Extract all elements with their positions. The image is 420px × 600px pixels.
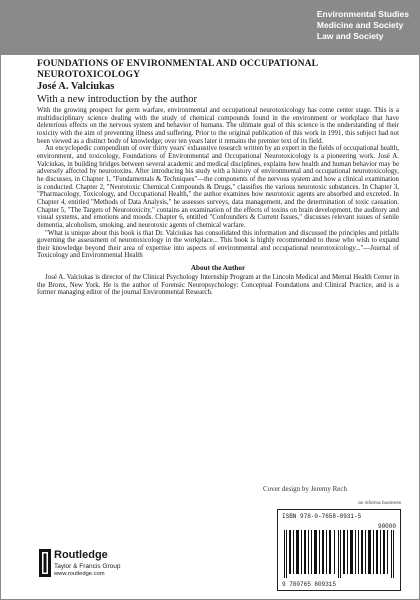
description-block — [37, 58, 399, 297]
cover-design-credit: Cover design by Jeremy Rech — [263, 485, 347, 493]
publisher-name: Routledge — [54, 549, 108, 561]
author-name: José A. Valciukas — [37, 81, 115, 92]
price-code: 90000 — [377, 523, 396, 530]
about-author-heading: About the Author — [190, 264, 246, 273]
book-title: FOUNDATIONS OF ENVIRONMENTAL AND OCCUPATIONAL NEUROTOXICOLOGY — [37, 58, 318, 80]
paragraph-intro: With the growing prospect for germ warfare, environmental and occupational neurotoxicology has come center stage. This is a multidisciplinary science dealing with the study of chemical compounds found in the environment or workplace that have deleterious effects on the nervous system and behavior of humans. The ultimate goal of this science is the understanding of their toxicity with the aim of preventing illness and suffering. Prior to the original publication of this work in 1991, this subject had not been viewed as a distinct body of knowledge; over ten years later it remains the premier text of its field. — [37, 107, 399, 145]
informa-business-label: an informa business — [358, 501, 401, 506]
category-environmental-studies: Environmental Studies — [316, 9, 409, 19]
category-law-and-society: Law and Society — [316, 31, 384, 41]
publisher-group: Taylor & Francis Group — [54, 563, 121, 570]
publisher-url: www.routledge.com — [54, 571, 105, 577]
header-band — [1, 1, 419, 55]
barcode-area — [277, 501, 401, 591]
barcode-digits: 9 780765 809315 — [282, 581, 337, 588]
paragraph-chapters: An encyclopedic compendium of over thirty years' exhaustive research written by an expert in the fields of occupational health, environment, and toxicology, Foundations of Environmental and Occupational Neurotoxicology is a pioneering work. José A. Valciukas, in building bridges between several academic and medical disciplines, explains how health and human behavior may be adversely affected by neurotoxins. After introducing his study with a history of environmental and occupational neurotoxicology, he discusses, in Chapter 1, "Fundamentals & Techniques"—the components of the nervous system and how a clinical examination is conducted. Chapter 2, "Neurotoxic Chemical Compounds & Drugs," classifies the various neurotoxic substances. In Chapter 3, "Pharmacology, Toxicology, and Occupational Health," the author examines how neurotoxic agents are absorbed and excreted. In Chapter 4, entitled "Methods of Data Analysis," he assesses surveys, data management, and the determination of toxic causation. Chapter 5, "The Targets of Neurotoxicity," contains an examination of the effects of toxins on brain development, the auditory and visual systems, and emotions and moods. Chapter 6, entitled "Confounders & Current Issues," discusses relevant issues of senile dementia, alcoholism, smoking, and neurotoxic agents of chemical warfare. — [37, 145, 399, 229]
about-author-text: José A. Valciukas is director of the Clinical Psychology Internship Program at the Lincoln Medical and Mental Health Center in the Bronx, New York. He is the author of Forensic Neuropsychology: Conceptual Foundations and Clinical Practice, and is a former managing editor of the journal Environmental Research. — [37, 274, 399, 297]
category-medicine-and-society: Medicine and Society — [316, 20, 404, 30]
barcode-icon — [284, 530, 396, 578]
routledge-logo-icon — [39, 549, 51, 577]
new-introduction-note: With a new introduction by the author — [37, 94, 197, 105]
isbn-number: ISBN 978-0-7658-0931-5 — [282, 513, 362, 520]
paragraph-review: "What is unique about this book is that Dr. Valciukas has consolidated this information and discussed the principles and pitfalls governing the assessment of neurotoxicology in the workplace... This book is highly recommended to those who wish to expand their knowledge beyond their area of expertise into aspects of environmental and occupational neurotoxicology..."—Journal of Toxicology and Environmental Health — [37, 229, 399, 260]
category-list — [317, 9, 409, 42]
barcode-box — [277, 509, 401, 591]
